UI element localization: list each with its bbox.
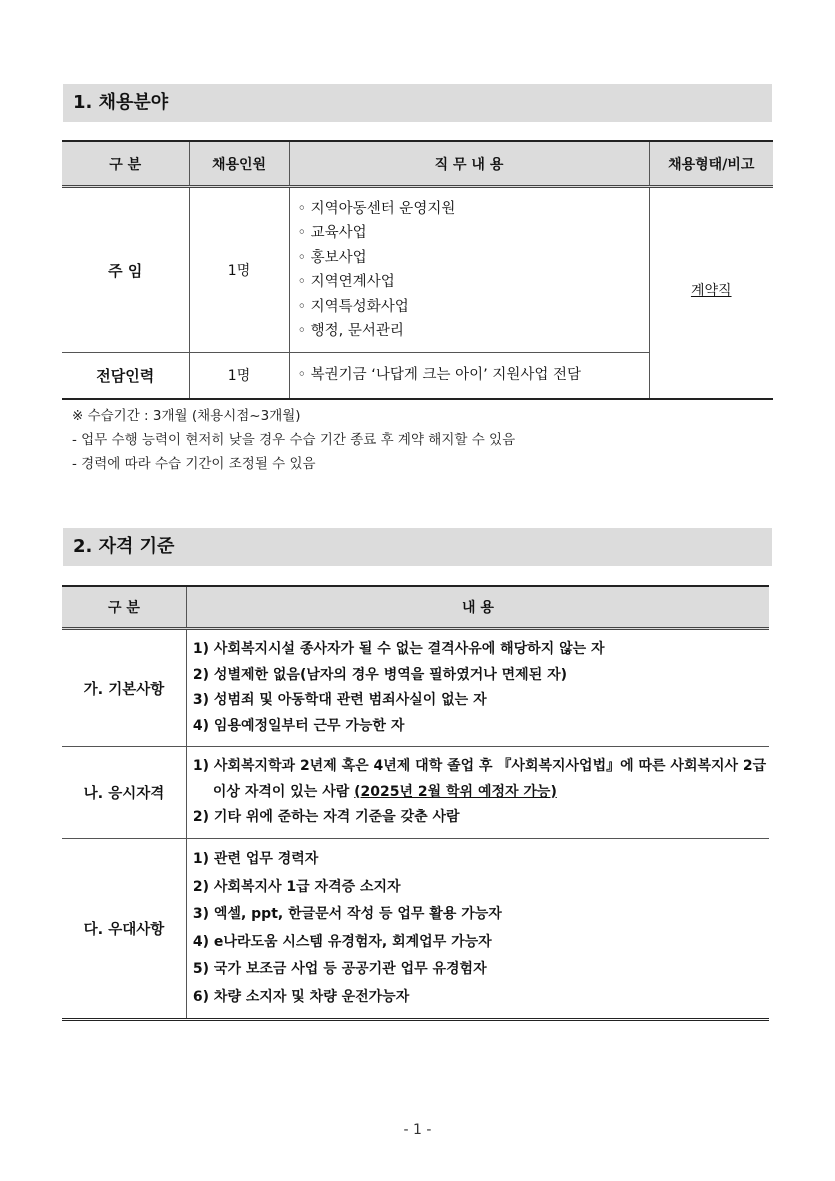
category-cell: 나. 응시자격 (62, 747, 186, 839)
category-cell: 가. 기본사항 (62, 629, 186, 747)
duties-cell (289, 187, 649, 353)
list-item (193, 754, 769, 805)
header-category: 구 분 (62, 586, 186, 629)
content-cell (186, 629, 769, 747)
section-title-recruitment: 1. 채용분야 (63, 84, 772, 122)
count-cell: 1명 (189, 187, 289, 353)
page-number: - 1 - (403, 1122, 432, 1138)
table-row (62, 839, 769, 1020)
duties-cell (289, 353, 649, 399)
duty-item: ◦ 교육사업 (297, 225, 367, 241)
header-employment-type: 채용형태/비고 (649, 141, 773, 187)
category-cell: 전담인력 (62, 353, 189, 399)
employment-type: 계약직 (690, 283, 732, 299)
category-cell: 다. 우대사항 (62, 839, 186, 1020)
list-item: 1) 사회복지시설 종사자가 될 수 없는 결격사유에 해당하지 않는 자 (192, 641, 605, 657)
recruitment-table (62, 140, 773, 400)
list-item: 2) 기타 위에 준하는 자격 기준을 갖춘 사람 (192, 809, 460, 826)
note-line: - 경력에 따라 수습 기간이 조정될 수 있음 (72, 456, 316, 472)
section-title-qualifications: 2. 자격 기준 (63, 528, 772, 566)
note-line: - 업무 수행 능력이 현저히 낮을 경우 수습 기간 종료 후 계약 해지할 수 있음 (72, 432, 516, 448)
count-cell: 1명 (189, 353, 289, 399)
content-cell (186, 747, 769, 839)
category-cell: 주 임 (62, 187, 189, 353)
list-item: 3) 엑셀, ppt, 한글문서 작성 등 업무 활용 가능자 (192, 906, 502, 922)
table-row (62, 747, 769, 839)
duty-item: ◦ 복권기금 ‘나답게 크는 아이’ 지원사업 전담 (297, 367, 582, 383)
list-item: 4) 임용예정일부터 근무 가능한 자 (192, 717, 405, 734)
table-header-row (62, 141, 773, 187)
table-row (62, 187, 773, 353)
header-category: 구 분 (62, 141, 189, 187)
list-item: 6) 차량 소지자 및 차량 운전가능자 (192, 988, 410, 1005)
probation-notes (72, 404, 515, 476)
duty-item: ◦ 지역특성화사업 (297, 298, 409, 315)
duty-item: ◦ 지역아동센터 운영지원 (297, 200, 456, 217)
list-item: 4) e나라도움 시스템 유경험자, 회계업무 가능자 (192, 933, 492, 950)
list-item: 3) 성범죄 및 아동학대 관련 범죄사실이 없는 자 (192, 692, 487, 708)
header-duties: 직 무 내 용 (289, 141, 649, 187)
list-item: 2) 사회복지사 1급 자격증 소지자 (192, 878, 401, 895)
note-line: ※ 수습기간 : 3개월 (채용시점~3개월) (72, 408, 301, 424)
table-header-row (62, 586, 769, 629)
duty-item: ◦ 홍보사업 (297, 249, 367, 266)
duty-item: ◦ 지역연계사업 (297, 274, 395, 290)
content-cell (186, 839, 769, 1020)
employment-type-cell (649, 187, 773, 399)
list-item-underlined: (2025년 2월 학위 예정자 가능) (354, 783, 557, 800)
list-item: 1) 관련 업무 경력자 (192, 851, 319, 867)
list-item: 5) 국가 보조금 사업 등 공공기관 업무 유경험자 (192, 961, 487, 977)
table-row (62, 629, 769, 747)
list-item-text: 1) 사회복지학과 2년제 혹은 4년제 대학 졸업 후 『사회복지사업법』에 따른 사회복지사 2급 이상 자격이 있는 사람 (192, 758, 767, 800)
list-item: 2) 성별제한 없음(남자의 경우 병역을 필하였거나 면제된 자) (192, 666, 568, 683)
header-count: 채용인원 (189, 141, 289, 187)
header-content: 내 용 (186, 586, 769, 629)
duty-item: ◦ 행정, 문서관리 (297, 323, 404, 339)
qualification-table (62, 585, 769, 1021)
